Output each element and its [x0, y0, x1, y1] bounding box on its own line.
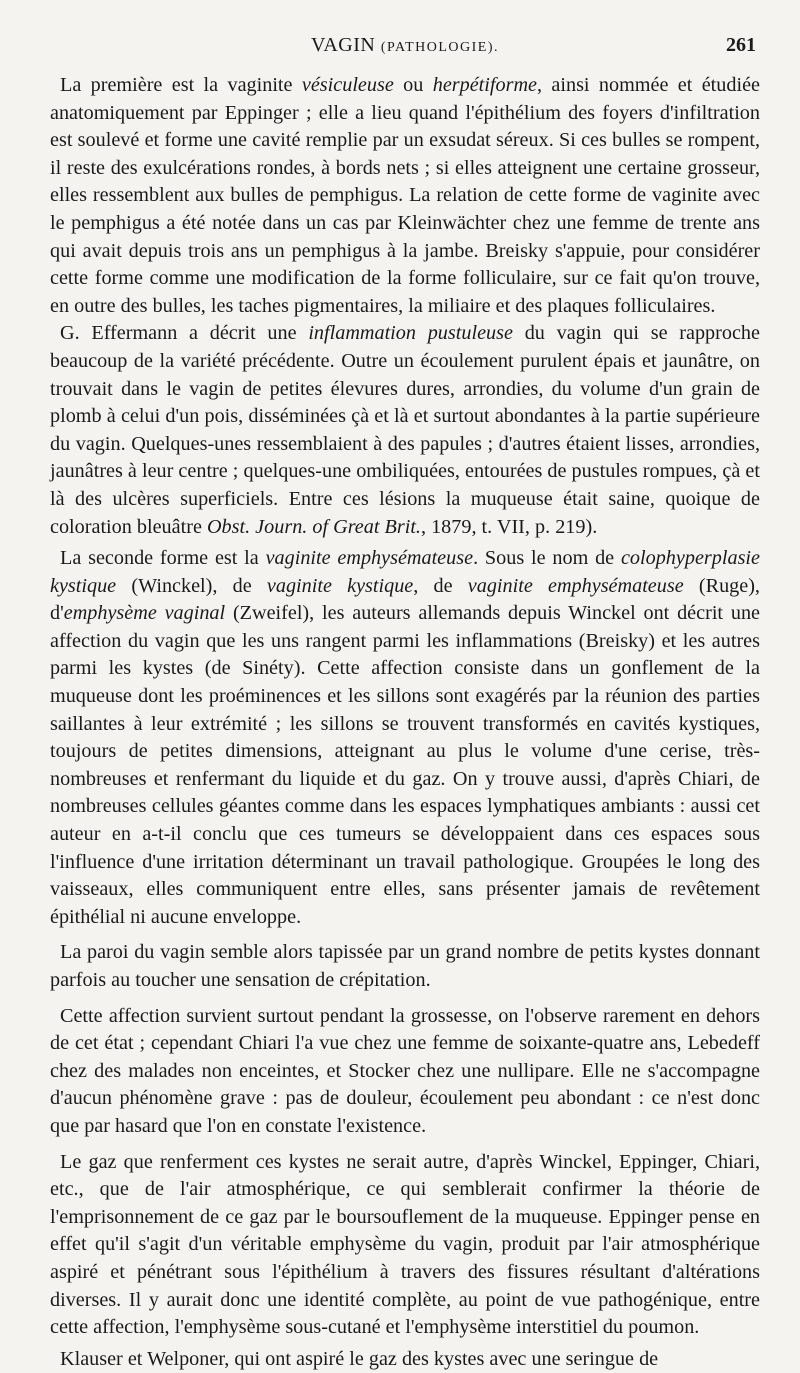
paragraph-text: , 1879, t. VII, p. 219). [420, 515, 598, 538]
paragraph-text: , de [413, 574, 468, 597]
journal-citation: Obst. Journ. of Great Brit. [206, 515, 421, 538]
paragraph-text: du vagin qui se rapproche beaucoup de la variété précédente. Outre un écoulement purulent épais et jaunâtre, on trouvait dans le vagin de petites élevures dures, arrondies, du volume d'un grain de plomb à celui d'un pois, disséminées çà et là et surtout abondantes à la partie supérieure du vagin. Quelques-unes ressemblaient à des papules ; d'autres étaient lisses, arrondies, jaunâtres à leur centre ; quelques-une ombiliquées, entourées de pustules rompues, çà et là des ulcères superficiels. Entre ces lésions la muqueuse était saine, quoique de coloration bleuâtre [50, 322, 760, 538]
body-text [50, 72, 760, 1373]
italic-term: vésiculeuse [301, 74, 394, 96]
paragraph-gaz: Le gaz que renferment ces kystes ne serait autre, d'après Winckel, Eppinger, Chiari, etc., que de l'air atmosphérique, ce qui semblerait confirmer la théorie de l'emprisonnement de ce gaz par le boursouflement de la muqueuse. Eppinger pense en effet qu'il s'agit d'un véritable emphysème du vagin, produit par l'air atmosphérique aspiré et pénétrant sous l'épithélium à travers des fissures résultant d'altérations diverses. Il y aurait donc une identité complète, au point de vue pathogénique, entre cette affection, l'emphysème sous-cutané et l'emphysème interstitiel du poumon. [50, 1150, 760, 1339]
italic-term: herpétiforme [432, 74, 537, 96]
paragraph-text: G. Effermann a décrit une [60, 322, 309, 345]
paragraph-text: , ainsi nommée et étudiée anatomiquement par Eppinger ; elle a lieu quand l'épithélium des foyers d'infiltration est soulevé et forme une cavité remplie par un exsudat séreux. Si ces bulles se rompent, il reste des exulcérations rondes, à bords nets ; si elles atteignent une certaine grosseur, elles ressemblent aux bulles de pemphigus. La relation de cette forme de vaginite avec le pemphigus a été notée dans un cas par Kleinwächter chez une femme de trente ans qui avait depuis trois ans un pemphigus à la jambe. Breisky s'appuie, pour considérer cette forme comme une modification de la forme folliculaire, sur ce fait qu'on trouve, en outre des bulles, les taches pigmentaires, la miliaire et des plaques folliculaires. [50, 74, 761, 317]
italic-term: emphysème vaginal [63, 602, 226, 625]
paragraph-emphysemateuse [50, 545, 760, 931]
running-title-subtitle: (PATHOLOGIE). [380, 40, 499, 55]
page-number: 261 [726, 34, 756, 56]
paragraph-vesiculeuse [50, 72, 760, 320]
page-header [50, 34, 760, 58]
paragraph-text: (Zweifel), les auteurs allemands depuis Winckel ont décrit une affection du vagin que les uns rangent parmi les inflammations (Breisky) et les autres parmi les kystes (de Sinéty). Cette affection consiste dans un gonflement de la muqueuse dont les proéminences et les sillons sont exagérés par la réunion des parties saillantes à leur extrémité ; les sillons se trouvent transformés en cavités kystiques, toujours de petites dimensions, atteignant au plus le volume d'une cerise, très-nombreuses et renfermant du liquide et du gaz. On y trouve aussi, d'après Chiari, de nombreuses cellules géantes comme dans les espaces lymphatiques ambiants : aussi cet auteur en a-t-il conclu que ces tumeurs se développaient dans ces espaces sous l'influence d'une irritation déterminant un travail pathologique. Groupées le long des vaisseaux, elles communiquent entre elles, sans présenter jamais de revêtement épithélial ni aucune enveloppe. [50, 602, 760, 928]
paragraph-paroi: La paroi du vagin semble alors tapissée par un grand nombre de petits kystes donnant parfois au toucher une sensation de crépitation. [50, 941, 760, 991]
italic-term: vaginite emphysémateuse [265, 547, 474, 570]
paragraph-text: La seconde forme est la [60, 547, 266, 570]
italic-term: colophyperplasie kystique [50, 547, 760, 597]
italic-term: vaginite kystique [266, 574, 414, 597]
running-title [50, 34, 760, 57]
paragraph-text: La première est la vaginite [60, 74, 302, 96]
paragraph-grossesse: Cette affection survient surtout pendant la grossesse, on l'observe rarement en dehors de cet état ; cependant Chiari l'a vue chez une femme de soixante-quatre ans, Lebedeff chez des malades non enceintes, et Stocker chez une nullipare. Elle ne s'accompagne d'aucun phénomène grave : pas de douleur, écoulement peu abondant : ce n'est donc que par hasard que l'on en constate l'existence. [50, 1004, 760, 1137]
paragraph-text: (Winckel), de [116, 574, 267, 597]
paragraph-text: (Ruge), d' [50, 574, 760, 625]
paragraph-klauser: Klauser et Welponer, qui ont aspiré le gaz des kystes avec une seringue de [60, 1347, 659, 1370]
italic-term: inflammation pustuleuse [308, 322, 513, 345]
paragraph-pustuleuse [50, 320, 760, 541]
paragraph-text: . Sous le nom de [473, 547, 621, 570]
italic-term: vaginite emphysémateuse [467, 574, 684, 597]
paragraph-text: ou [393, 74, 433, 96]
running-title-main: VAGIN [310, 34, 376, 56]
